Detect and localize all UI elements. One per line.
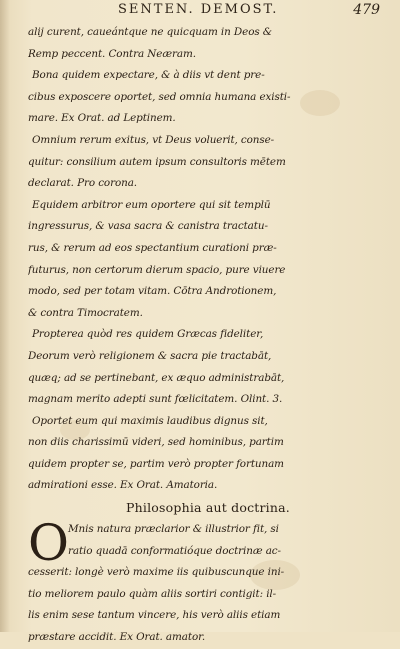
text-line: Bona quidem expectare, & à diis vt dent pre- (32, 69, 265, 82)
text-line: quitur: consilium autem ipsum consultoris mētem (28, 155, 286, 168)
text-line: alij curent, caueántque ne quicquam in Deos & (28, 26, 272, 38)
text-line: cibus exposcere oportet, sed omnia humana existi- (28, 90, 291, 103)
text-line: præstare accidit. Ex Orat. amator. (28, 631, 206, 644)
section-heading: Philosophia aut doctrina. (126, 500, 290, 516)
text-line: ingressurus, & vasa sacra & canistra tractatu- (28, 220, 268, 233)
text-line: admirationi esse. Ex Orat. Amatoria. (28, 479, 218, 492)
text-line: quæq; ad se pertinebant, ex æquo administrabāt, (28, 371, 285, 384)
text-line: futurus, non certorum dierum spacio, pure viuere (28, 263, 286, 276)
text-line: quidem propter se, partim verò propter fortunam (28, 457, 284, 470)
text-line: rus, & rerum ad eos spectantium curationi præ- (28, 241, 277, 254)
text-block (28, 22, 380, 649)
page-number: 479 (353, 2, 380, 18)
text-line: Remp peccent. Contra Neæram. (28, 47, 196, 60)
text-line: & contra Timocratem. (28, 306, 143, 319)
text-line: cesserit: longè verò maxime iis quibuscunque ini- (28, 566, 285, 579)
text-line: Propterea quòd res quidem Græcas fideliter, (32, 328, 264, 341)
text-line: declarat. Pro corona. (28, 177, 137, 190)
gutter-shadow (0, 0, 10, 632)
page-header (38, 2, 380, 24)
text-line: Omnium rerum exitus, vt Deus voluerit, conse- (32, 133, 275, 146)
text-line: non diis charissimū videri, sed hominibus, partim (28, 436, 284, 449)
running-head: SENTEN. DEMOST. (118, 2, 279, 17)
text-line: Oportet eum qui maximis laudibus dignus sit, (32, 414, 268, 427)
text-line: Equidem arbitror eum oportere qui sit templū (32, 198, 271, 211)
text-line: magnam merito adepti sunt fœlicitatem. Olint. 3. (28, 393, 283, 406)
text-line: Mnis natura præclarior & illustrior fit, si (68, 523, 279, 536)
text-line: modo, sed per totam vitam. Cōtra Androtionem, (28, 285, 277, 298)
text-line: lis enim sese tantum vincere, his verò aliis etiam (28, 609, 281, 622)
text-line: tio meliorem paulo quàm aliis sortiri contigit: il- (28, 587, 277, 600)
text-line: mare. Ex Orat. ad Leptinem. (28, 112, 176, 125)
text-line: Deorum verò religionem & sacra pie tractabāt, (28, 349, 272, 362)
text-line: ratio quadā conformatióque doctrinæ ac- (68, 544, 281, 557)
dropcap-paragraph (28, 514, 380, 649)
drop-cap-letter: O (28, 514, 69, 573)
